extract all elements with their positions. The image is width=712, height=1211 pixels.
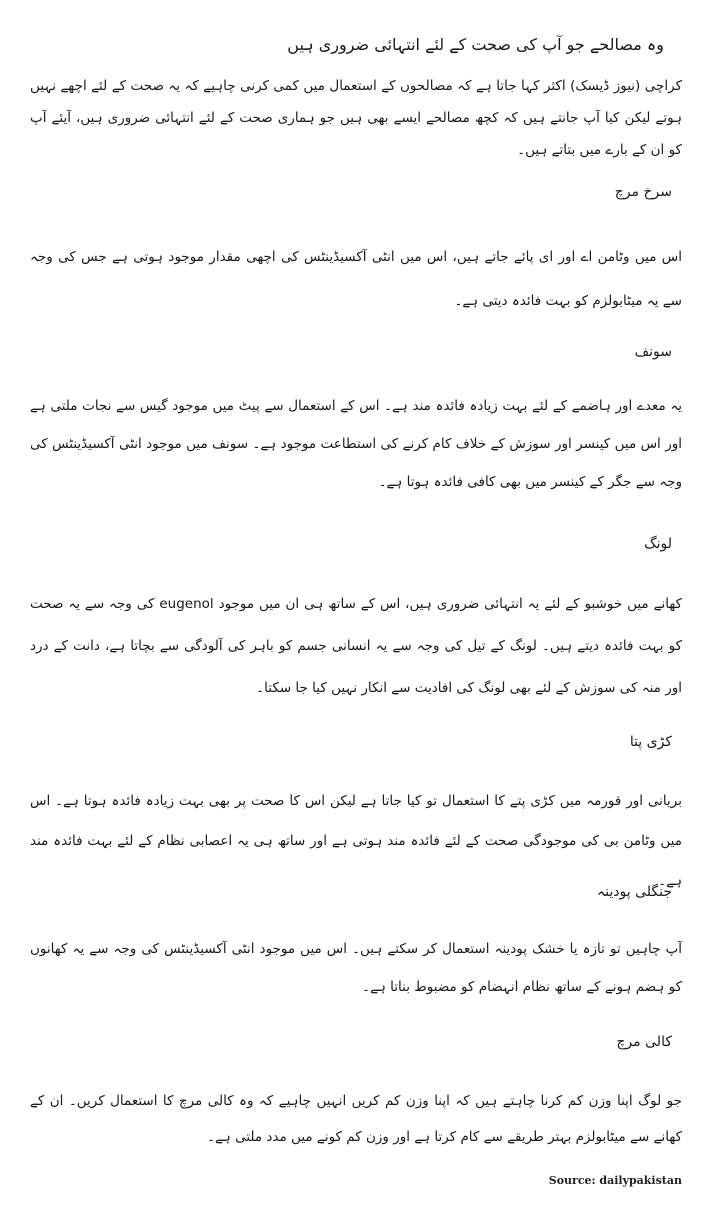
section-body-clove: کھانے میں خوشبو کے لئے یہ انتہائی ضروری ہیں، اس کے ساتھ ہی ان میں موجود eugenol کی وجہ سے یہ صحت کو بہت فائدہ دیتے ہیں۔ لونگ کے تیل کی وجہ سے یہ انسانی جسم کو باہر کی آلودگی سے بچاتا ہے، دانت کے درد اور منہ کی سوزش کے لئے بھی لونگ کی افادیت سے انکار نہیں کیا جا سکتا۔	[30, 596, 682, 696]
section-heading-black-pepper: کالی مرچ	[616, 1034, 672, 1050]
section-heading-fennel: سونف	[634, 344, 672, 360]
section-heading-red-chili: سرخ مرچ	[614, 184, 672, 200]
intro-paragraph: کراچی (نیوز ڈیسک) اکثر کہا جاتا ہے کہ مصالحوں کے استعمال میں کمی کرنی چاہیے کہ یہ صحت کے لئے اچھے نہیں ہوتے لیکن کیا آپ جانتے ہیں کہ کچھ مصالحے ایسے بھی ہیں جو ہماری صحت کے لئے انتہائی ضروری ہیں، آیئے آپ کو ان کے بارے میں بتاتے ہیں۔	[30, 78, 682, 158]
section-heading-clove: لونگ	[644, 536, 672, 552]
section-body-red-chili: اس میں وٹامن اے اور ای پائے جاتے ہیں، اس میں انٹی آکسیڈینٹس کی اچھی مقدار موجود ہوتی ہے جس کی وجہ سے یہ میٹابولزم کو بہت فائدہ دیتی ہے۔	[30, 249, 682, 309]
article-title: وہ مصالحے جو آپ کی صحت کے لئے انتہائی ضروری ہیں	[287, 35, 664, 54]
source-credit: Source: dailypakistan	[548, 1174, 682, 1187]
section-heading-wild-mint: جنگلی پودینہ	[596, 884, 672, 900]
section-body-wild-mint: آپ چاہیں تو تازہ یا خشک پودینہ استعمال کر سکتے ہیں۔ اس میں موجود انٹی آکسیڈینٹس کی وجہ سے یہ کھانوں کو ہضم ہونے کے ساتھ نظام انہضام کو مضبوط بناتا ہے۔	[30, 941, 682, 995]
section-body-black-pepper: جو لوگ اپنا وزن کم کرنا چاہتے ہیں کہ اپنا وزن کم کریں انہیں چاہیے کہ وہ کالی مرچ کا استعمال کریں۔ ان کے کھانے سے میٹابولزم بہتر طریقے سے کام کرتا ہے اور وزن کم کونے میں مدد ملتی ہے۔	[30, 1093, 682, 1145]
section-heading-curry-leaf: کڑی پتا	[629, 734, 672, 750]
section-body-fennel: یہ معدے اور ہاضمے کے لئے بہت زیادہ فائدہ مند ہے۔ اس کے استعمال سے پیٹ میں موجود گیس سے نجات ملتی ہے اور اس میں کینسر اور سوزش کے خلاف کام کرنے کی استطاعت موجود ہے۔ سونف میں موجود انٹی آکسیڈینٹس کی وجہ سے جگر کے کینسر میں بھی کافی فائدہ ہوتا ہے۔	[30, 398, 682, 490]
section-body-curry-leaf: بریانی اور قورمہ میں کڑی پتے کا استعمال تو کیا جاتا ہے لیکن اس کا صحت پر بھی بہت زیادہ فائدہ ہوتا ہے۔ اس میں وٹامن بی کی موجودگی صحت کے لئے فائدہ مند ہوتی ہے اور ساتھ ہی یہ اعصابی نظام کے لئے بہت فائدہ مند ہے۔	[30, 793, 682, 889]
